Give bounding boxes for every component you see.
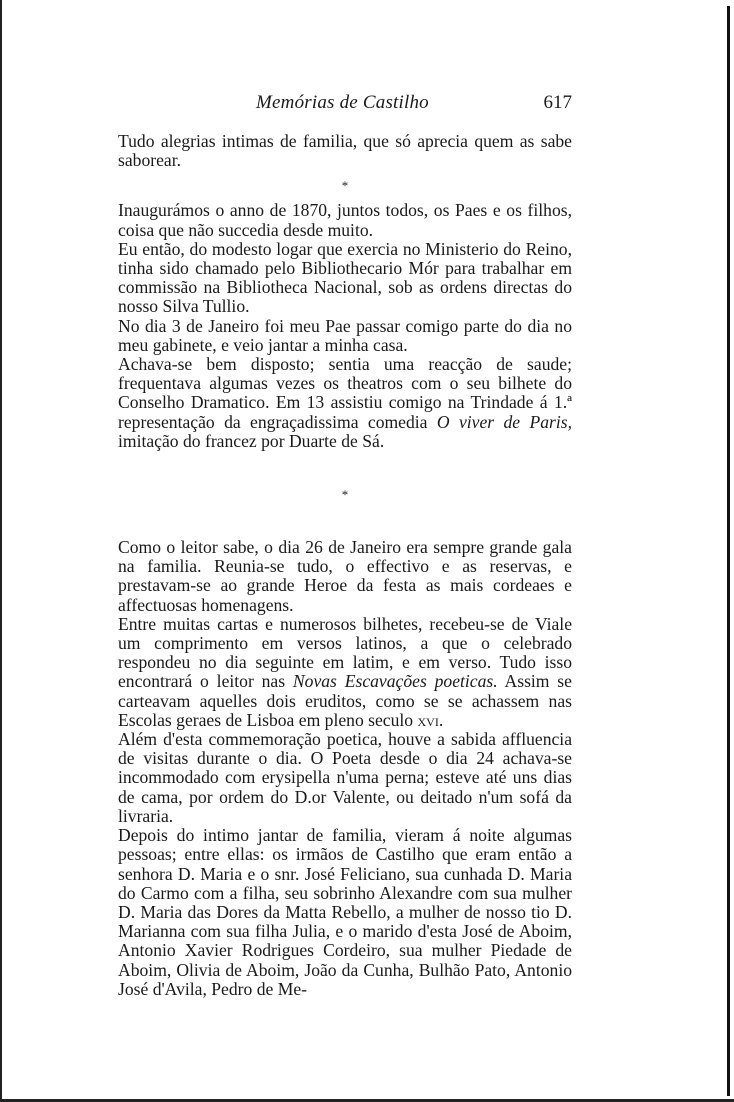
paragraph-5 xyxy=(118,355,572,451)
paragraph-7-text-a: Entre muitas cartas e numerosos bilhetes, recebeu-se de Viale um comprimento em versos latinos, a que o celebrado respondeu no dia seguinte em latim, e em verso. Tudo isso encontrará o leitor nas xyxy=(118,613,572,692)
paragraph-3: Eu então, do modesto logar que exercia no Ministerio do Reino, tinha sido chamado pelo Bibliothecario Mór para trabalhar em commissão na Bibliotheca Nacional, sob as ordens directas do nosso Silva Tullio. xyxy=(118,238,572,317)
body-text xyxy=(118,132,572,999)
century-numeral: xvi. xyxy=(417,709,444,730)
paragraph-5-text-a: Achava-se bem disposto; sentia uma reacção de saude; frequentava algumas vezes os theatros com o seu bilhete do Conselho Dramatico. Em 13 assistiu comigo na Trindade á 1.ª representação da engraçadissima comedia xyxy=(118,354,572,432)
paragraph-1: Tudo alegrias intimas de familia, que só aprecia quem as sabe saborear. xyxy=(118,131,572,171)
paragraph-7-text-b: Assim se carteavam aquelles dois eruditos, como se se achassem nas Escolas geraes de Lisboa em pleno seculo xyxy=(118,671,572,730)
running-title: Memórias de Castilho xyxy=(256,92,429,113)
page-number: 617 xyxy=(543,92,572,113)
paragraph-6: Como o leitor sabe, o dia 26 de Janeiro era sempre grande gala na familia. Reunia-se tudo, o effectivo e as reservas, e prestavam-se ao grande Heroe da festa as mais cordeaes e affectuosas homenagens. xyxy=(118,537,572,615)
scan-border-left xyxy=(0,0,2,1102)
paragraph-9: Depois do intimo jantar de familia, vieram á noite algumas pessoas; entre ellas: os irmãos de Castilho que eram então a senhora D. Maria e o snr. José Feliciano, sua cunhada D. Maria do Carmo com a filha, seu sobrinho Alexandre com sua mulher D. Maria das Dores da Matta Rebello, a mulher de nosso tio D. Marianna com sua filha Julia, e o marido d'esta José de Aboim, Antonio Xavier Rodrigues Cordeiro, sua mulher Piedade de Aboim, Olivia de Aboim, João da Cunha, Bulhão Pato, Antonio José d'Avila, Pedro de Me- xyxy=(118,825,572,999)
scan-border-right xyxy=(727,6,730,1096)
paragraph-7 xyxy=(118,615,572,730)
play-title: O viver de Paris, xyxy=(436,411,572,432)
section-separator-2: * xyxy=(341,487,349,503)
paragraph-8: Além d'esta commemoração poetica, houve a sabida affluencia de visitas durante o dia. O Poeta desde o dia 24 achava-se incommodado com erysipella n'uma perna; esteve até uns dias de cama, por ordem do D.or Valente, ou deitado n'um sofá da livraria. xyxy=(118,729,572,826)
running-header xyxy=(118,92,574,116)
paragraph-4: No dia 3 de Janeiro foi meu Pae passar comigo parte do dia no meu gabinete, e veio jantar a minha casa. xyxy=(118,315,572,355)
paragraph-2: Inaugurámos o anno de 1870, juntos todos, os Paes e os filhos, coisa que não succedia desde muito. xyxy=(118,200,572,240)
book-title: Novas Escavações poeticas. xyxy=(292,671,498,692)
section-separator: * xyxy=(341,178,349,194)
paragraph-5-text-b: imitação do francez por Duarte de Sá. xyxy=(118,430,385,451)
